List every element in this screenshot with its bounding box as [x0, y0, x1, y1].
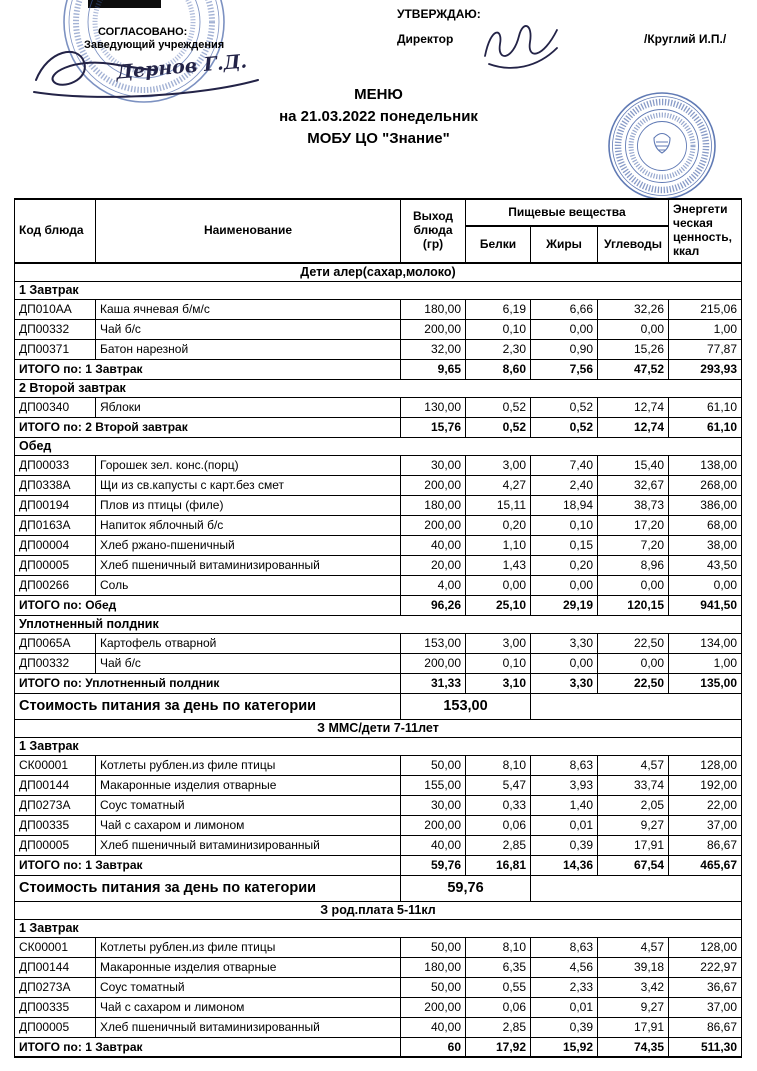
- dish-value-2: 0,52: [531, 397, 598, 417]
- dish-name: Соус томатный: [96, 977, 401, 997]
- total-value-2: 0,52: [531, 417, 598, 437]
- col-header-yield: Выход блюда (гр): [401, 199, 466, 263]
- dish-value-2: 0,00: [531, 319, 598, 339]
- dish-code: ДП00266: [15, 575, 96, 595]
- dish-name: Соль: [96, 575, 401, 595]
- dish-value-4: 0,00: [669, 575, 742, 595]
- total-value-4: 465,67: [669, 855, 742, 875]
- dish-code: ДП00340: [15, 397, 96, 417]
- total-value-2: 15,92: [531, 1037, 598, 1057]
- category-label: З ММС/дети 7-11лет: [15, 719, 742, 737]
- dish-name: Хлеб пшеничный витаминизированный: [96, 555, 401, 575]
- row-dish: [15, 653, 742, 673]
- dish-value-2: 18,94: [531, 495, 598, 515]
- dish-value-0: 155,00: [401, 775, 466, 795]
- dish-value-2: 2,33: [531, 977, 598, 997]
- col-header-protein: Белки: [466, 226, 531, 263]
- dish-value-3: 17,20: [598, 515, 669, 535]
- dish-code: ДП00005: [15, 1017, 96, 1037]
- row-meal: [15, 919, 742, 937]
- dish-code: ДП00335: [15, 997, 96, 1017]
- dish-value-0: 30,00: [401, 455, 466, 475]
- dish-name: Чай б/с: [96, 653, 401, 673]
- row-cost: [15, 875, 742, 901]
- row-dish: [15, 319, 742, 339]
- dish-code: ДП00371: [15, 339, 96, 359]
- total-value-0: 31,33: [401, 673, 466, 693]
- dish-value-4: 222,97: [669, 957, 742, 977]
- dish-value-1: 6,35: [466, 957, 531, 977]
- dish-name: Картофель отварной: [96, 633, 401, 653]
- dish-code: ДП0273А: [15, 795, 96, 815]
- dish-value-2: 8,63: [531, 755, 598, 775]
- row-dish: [15, 775, 742, 795]
- dish-value-3: 12,74: [598, 397, 669, 417]
- director-label: Директор: [397, 32, 454, 46]
- col-header-name: Наименование: [96, 199, 401, 263]
- dish-name: Котлеты рублен.из филе птицы: [96, 937, 401, 957]
- cost-empty: [531, 693, 742, 719]
- col-header-carbs: Углеводы: [598, 226, 669, 263]
- dish-value-4: 268,00: [669, 475, 742, 495]
- meal-label: 1 Завтрак: [15, 919, 742, 937]
- dish-value-0: 200,00: [401, 815, 466, 835]
- total-value-4: 511,30: [669, 1037, 742, 1057]
- row-dish: [15, 495, 742, 515]
- dish-name: Чай б/с: [96, 319, 401, 339]
- dish-value-1: 0,33: [466, 795, 531, 815]
- dish-value-0: 50,00: [401, 755, 466, 775]
- dish-name: Горошек зел. конс.(порц): [96, 455, 401, 475]
- row-dish: [15, 575, 742, 595]
- dish-code: ДП0338А: [15, 475, 96, 495]
- dish-value-4: 86,67: [669, 835, 742, 855]
- row-total: [15, 855, 742, 875]
- dish-value-1: 1,10: [466, 535, 531, 555]
- round-seal-right-icon: [606, 90, 718, 202]
- col-header-nutrients-group: Пищевые вещества: [466, 199, 669, 226]
- dish-value-4: 22,00: [669, 795, 742, 815]
- total-value-1: 17,92: [466, 1037, 531, 1057]
- menu-table-header: [15, 199, 742, 263]
- total-label: ИТОГО по: Обед: [15, 595, 401, 615]
- dish-value-1: 4,27: [466, 475, 531, 495]
- total-label: ИТОГО по: 1 Завтрак: [15, 855, 401, 875]
- dish-value-2: 0,20: [531, 555, 598, 575]
- row-category: [15, 263, 742, 281]
- dish-value-0: 40,00: [401, 535, 466, 555]
- dish-value-0: 4,00: [401, 575, 466, 595]
- dish-value-1: 8,10: [466, 937, 531, 957]
- col-header-code: Код блюда: [15, 199, 96, 263]
- row-dish: [15, 815, 742, 835]
- dish-value-3: 0,00: [598, 575, 669, 595]
- row-dish: [15, 957, 742, 977]
- dish-value-1: 0,20: [466, 515, 531, 535]
- row-meal: [15, 615, 742, 633]
- dish-code: ДП00332: [15, 653, 96, 673]
- total-value-4: 135,00: [669, 673, 742, 693]
- dish-code: СК00001: [15, 937, 96, 957]
- dish-value-1: 0,06: [466, 997, 531, 1017]
- meal-label: Обед: [15, 437, 742, 455]
- dish-value-0: 153,00: [401, 633, 466, 653]
- dish-name: Яблоки: [96, 397, 401, 417]
- dish-code: ДП010АА: [15, 299, 96, 319]
- row-meal: [15, 379, 742, 397]
- dish-value-1: 15,11: [466, 495, 531, 515]
- total-label: ИТОГО по: 2 Второй завтрак: [15, 417, 401, 437]
- category-label: З род.плата 5-11кл: [15, 901, 742, 919]
- agreed-signature-name: Дернов Г.Д.: [115, 50, 248, 84]
- dish-value-3: 32,26: [598, 299, 669, 319]
- dish-value-4: 215,06: [669, 299, 742, 319]
- cost-label: Стоимость питания за день по категории: [15, 875, 401, 901]
- row-dish: [15, 555, 742, 575]
- total-value-2: 29,19: [531, 595, 598, 615]
- row-dish: [15, 977, 742, 997]
- col-header-energy: Энергети ческая ценность, ккал: [669, 199, 742, 263]
- row-meal: [15, 281, 742, 299]
- total-value-4: 293,93: [669, 359, 742, 379]
- dish-name: Батон нарезной: [96, 339, 401, 359]
- dish-value-2: 0,01: [531, 815, 598, 835]
- dish-value-4: 61,10: [669, 397, 742, 417]
- dish-value-2: 0,39: [531, 835, 598, 855]
- dish-code: ДП00033: [15, 455, 96, 475]
- dish-value-3: 0,00: [598, 653, 669, 673]
- dish-value-3: 8,96: [598, 555, 669, 575]
- row-dish: [15, 299, 742, 319]
- row-total: [15, 417, 742, 437]
- total-value-1: 0,52: [466, 417, 531, 437]
- agreed-role-label: Заведующий учреждения: [84, 39, 225, 51]
- row-meal: [15, 737, 742, 755]
- dish-value-0: 40,00: [401, 1017, 466, 1037]
- row-dish: [15, 455, 742, 475]
- dish-name: Макаронные изделия отварные: [96, 957, 401, 977]
- director-signature-icon: [477, 18, 565, 72]
- dish-value-0: 180,00: [401, 299, 466, 319]
- total-value-1: 16,81: [466, 855, 531, 875]
- approve-label: УТВЕРЖДАЮ:: [397, 7, 481, 21]
- dish-value-2: 1,40: [531, 795, 598, 815]
- dish-value-1: 1,43: [466, 555, 531, 575]
- dish-name: Макаронные изделия отварные: [96, 775, 401, 795]
- dish-value-2: 3,30: [531, 633, 598, 653]
- dish-value-4: 68,00: [669, 515, 742, 535]
- menu-table: [14, 198, 742, 1058]
- cost-value: 153,00: [401, 693, 531, 719]
- category-label: Дети алер(сахар,молоко): [15, 263, 742, 281]
- cost-label: Стоимость питания за день по категории: [15, 693, 401, 719]
- meal-label: 2 Второй завтрак: [15, 379, 742, 397]
- row-dish: [15, 515, 742, 535]
- col-header-fat: Жиры: [531, 226, 598, 263]
- dish-value-3: 17,91: [598, 1017, 669, 1037]
- dish-value-3: 0,00: [598, 319, 669, 339]
- director-name-label: /Круглий И.П./: [644, 32, 727, 46]
- dish-code: ДП00144: [15, 775, 96, 795]
- dish-value-0: 50,00: [401, 937, 466, 957]
- dish-value-0: 200,00: [401, 475, 466, 495]
- dish-value-4: 77,87: [669, 339, 742, 359]
- dish-code: ДП0065А: [15, 633, 96, 653]
- total-value-3: 22,50: [598, 673, 669, 693]
- dish-value-0: 32,00: [401, 339, 466, 359]
- dish-value-0: 180,00: [401, 957, 466, 977]
- total-value-0: 96,26: [401, 595, 466, 615]
- organization-name: МОБУ ЦО "Знание": [307, 130, 450, 147]
- dish-value-1: 6,19: [466, 299, 531, 319]
- total-value-2: 14,36: [531, 855, 598, 875]
- dish-value-2: 0,00: [531, 575, 598, 595]
- dish-name: Хлеб пшеничный витаминизированный: [96, 1017, 401, 1037]
- row-dish: [15, 535, 742, 555]
- dish-value-4: 38,00: [669, 535, 742, 555]
- total-value-4: 61,10: [669, 417, 742, 437]
- dish-value-2: 0,10: [531, 515, 598, 535]
- total-label: ИТОГО по: 1 Завтрак: [15, 1037, 401, 1057]
- dish-value-3: 4,57: [598, 937, 669, 957]
- total-label: ИТОГО по: Уплотненный полдник: [15, 673, 401, 693]
- dish-code: ДП00144: [15, 957, 96, 977]
- document-title: МЕНЮ: [354, 86, 403, 103]
- dish-value-3: 32,67: [598, 475, 669, 495]
- row-dish: [15, 475, 742, 495]
- dish-value-1: 0,52: [466, 397, 531, 417]
- dish-code: ДП0273А: [15, 977, 96, 997]
- dish-value-2: 4,56: [531, 957, 598, 977]
- dish-value-1: 0,00: [466, 575, 531, 595]
- dish-name: Чай с сахаром и лимоном: [96, 815, 401, 835]
- row-dish: [15, 339, 742, 359]
- row-category: [15, 719, 742, 737]
- dish-value-1: 3,00: [466, 455, 531, 475]
- row-total: [15, 1037, 742, 1057]
- dish-value-4: 37,00: [669, 815, 742, 835]
- row-total: [15, 359, 742, 379]
- dish-name: Каша ячневая б/м/с: [96, 299, 401, 319]
- meal-label: Уплотненный полдник: [15, 615, 742, 633]
- dish-value-1: 2,85: [466, 1017, 531, 1037]
- dish-value-4: 128,00: [669, 937, 742, 957]
- dish-value-1: 3,00: [466, 633, 531, 653]
- cost-value: 59,76: [401, 875, 531, 901]
- dish-value-1: 0,10: [466, 653, 531, 673]
- dish-value-2: 8,63: [531, 937, 598, 957]
- dish-value-3: 9,27: [598, 815, 669, 835]
- row-cost: [15, 693, 742, 719]
- meal-label: 1 Завтрак: [15, 737, 742, 755]
- dish-value-4: 1,00: [669, 319, 742, 339]
- total-value-2: 3,30: [531, 673, 598, 693]
- agreed-label: СОГЛАСОВАНО:: [98, 26, 188, 38]
- dish-value-0: 130,00: [401, 397, 466, 417]
- dish-value-2: 0,00: [531, 653, 598, 673]
- total-label: ИТОГО по: 1 Завтрак: [15, 359, 401, 379]
- row-dish: [15, 835, 742, 855]
- total-value-3: 67,54: [598, 855, 669, 875]
- total-value-1: 3,10: [466, 673, 531, 693]
- total-value-1: 25,10: [466, 595, 531, 615]
- dish-value-4: 43,50: [669, 555, 742, 575]
- total-value-3: 74,35: [598, 1037, 669, 1057]
- row-meal: [15, 437, 742, 455]
- dish-value-0: 200,00: [401, 653, 466, 673]
- total-value-4: 941,50: [669, 595, 742, 615]
- row-dish: [15, 755, 742, 775]
- dish-value-4: 128,00: [669, 755, 742, 775]
- dish-value-2: 3,93: [531, 775, 598, 795]
- dish-value-2: 0,39: [531, 1017, 598, 1037]
- cost-empty: [531, 875, 742, 901]
- dish-value-3: 22,50: [598, 633, 669, 653]
- dish-code: ДП00335: [15, 815, 96, 835]
- dish-value-3: 33,74: [598, 775, 669, 795]
- dish-value-1: 5,47: [466, 775, 531, 795]
- dish-code: ДП0163А: [15, 515, 96, 535]
- dish-value-1: 0,06: [466, 815, 531, 835]
- dish-value-3: 7,20: [598, 535, 669, 555]
- dish-value-3: 2,05: [598, 795, 669, 815]
- row-dish: [15, 1017, 742, 1037]
- dish-value-2: 6,66: [531, 299, 598, 319]
- dish-value-2: 0,01: [531, 997, 598, 1017]
- dish-value-0: 180,00: [401, 495, 466, 515]
- dish-value-4: 192,00: [669, 775, 742, 795]
- row-category: [15, 901, 742, 919]
- dish-code: ДП00005: [15, 835, 96, 855]
- row-dish: [15, 397, 742, 417]
- dish-value-1: 8,10: [466, 755, 531, 775]
- total-value-3: 47,52: [598, 359, 669, 379]
- dish-value-0: 40,00: [401, 835, 466, 855]
- dish-value-0: 200,00: [401, 319, 466, 339]
- dish-value-3: 9,27: [598, 997, 669, 1017]
- menu-rows: [15, 263, 742, 1057]
- row-dish: [15, 937, 742, 957]
- dish-value-0: 30,00: [401, 795, 466, 815]
- dish-name: Соус томатный: [96, 795, 401, 815]
- dish-value-1: 0,10: [466, 319, 531, 339]
- total-value-1: 8,60: [466, 359, 531, 379]
- dish-value-4: 36,67: [669, 977, 742, 997]
- dish-value-2: 2,40: [531, 475, 598, 495]
- dish-name: Хлеб пшеничный витаминизированный: [96, 835, 401, 855]
- dish-value-2: 7,40: [531, 455, 598, 475]
- dish-value-4: 138,00: [669, 455, 742, 475]
- dish-value-0: 200,00: [401, 515, 466, 535]
- total-value-0: 15,76: [401, 417, 466, 437]
- dish-name: Котлеты рублен.из филе птицы: [96, 755, 401, 775]
- row-total: [15, 595, 742, 615]
- total-value-3: 12,74: [598, 417, 669, 437]
- total-value-0: 59,76: [401, 855, 466, 875]
- dish-value-3: 3,42: [598, 977, 669, 997]
- row-total: [15, 673, 742, 693]
- dish-value-4: 86,67: [669, 1017, 742, 1037]
- dish-value-2: 0,15: [531, 535, 598, 555]
- dish-code: ДП00194: [15, 495, 96, 515]
- dish-value-3: 17,91: [598, 835, 669, 855]
- dish-name: Хлеб ржано-пшеничный: [96, 535, 401, 555]
- total-value-3: 120,15: [598, 595, 669, 615]
- dish-value-2: 0,90: [531, 339, 598, 359]
- dish-code: ДП00332: [15, 319, 96, 339]
- dish-value-0: 200,00: [401, 997, 466, 1017]
- meal-label: 1 Завтрак: [15, 281, 742, 299]
- total-value-0: 9,65: [401, 359, 466, 379]
- dish-value-3: 15,26: [598, 339, 669, 359]
- dish-name: Чай с сахаром и лимоном: [96, 997, 401, 1017]
- dish-value-4: 386,00: [669, 495, 742, 515]
- total-value-0: 60: [401, 1037, 466, 1057]
- dish-code: СК00001: [15, 755, 96, 775]
- dish-code: ДП00004: [15, 535, 96, 555]
- dish-value-4: 37,00: [669, 997, 742, 1017]
- dish-value-0: 20,00: [401, 555, 466, 575]
- dish-value-1: 0,55: [466, 977, 531, 997]
- dish-name: Плов из птицы (филе): [96, 495, 401, 515]
- dish-value-3: 4,57: [598, 755, 669, 775]
- dish-value-0: 50,00: [401, 977, 466, 997]
- dish-value-1: 2,30: [466, 339, 531, 359]
- dish-name: Напиток яблочный б/с: [96, 515, 401, 535]
- dish-value-3: 39,18: [598, 957, 669, 977]
- dish-value-4: 1,00: [669, 653, 742, 673]
- row-dish: [15, 997, 742, 1017]
- dish-value-4: 134,00: [669, 633, 742, 653]
- document-date: на 21.03.2022 понедельник: [279, 108, 478, 125]
- dish-value-1: 2,85: [466, 835, 531, 855]
- total-value-2: 7,56: [531, 359, 598, 379]
- row-dish: [15, 633, 742, 653]
- dish-name: Щи из св.капусты с карт.без смет: [96, 475, 401, 495]
- dish-value-3: 38,73: [598, 495, 669, 515]
- dish-code: ДП00005: [15, 555, 96, 575]
- row-dish: [15, 795, 742, 815]
- dish-value-3: 15,40: [598, 455, 669, 475]
